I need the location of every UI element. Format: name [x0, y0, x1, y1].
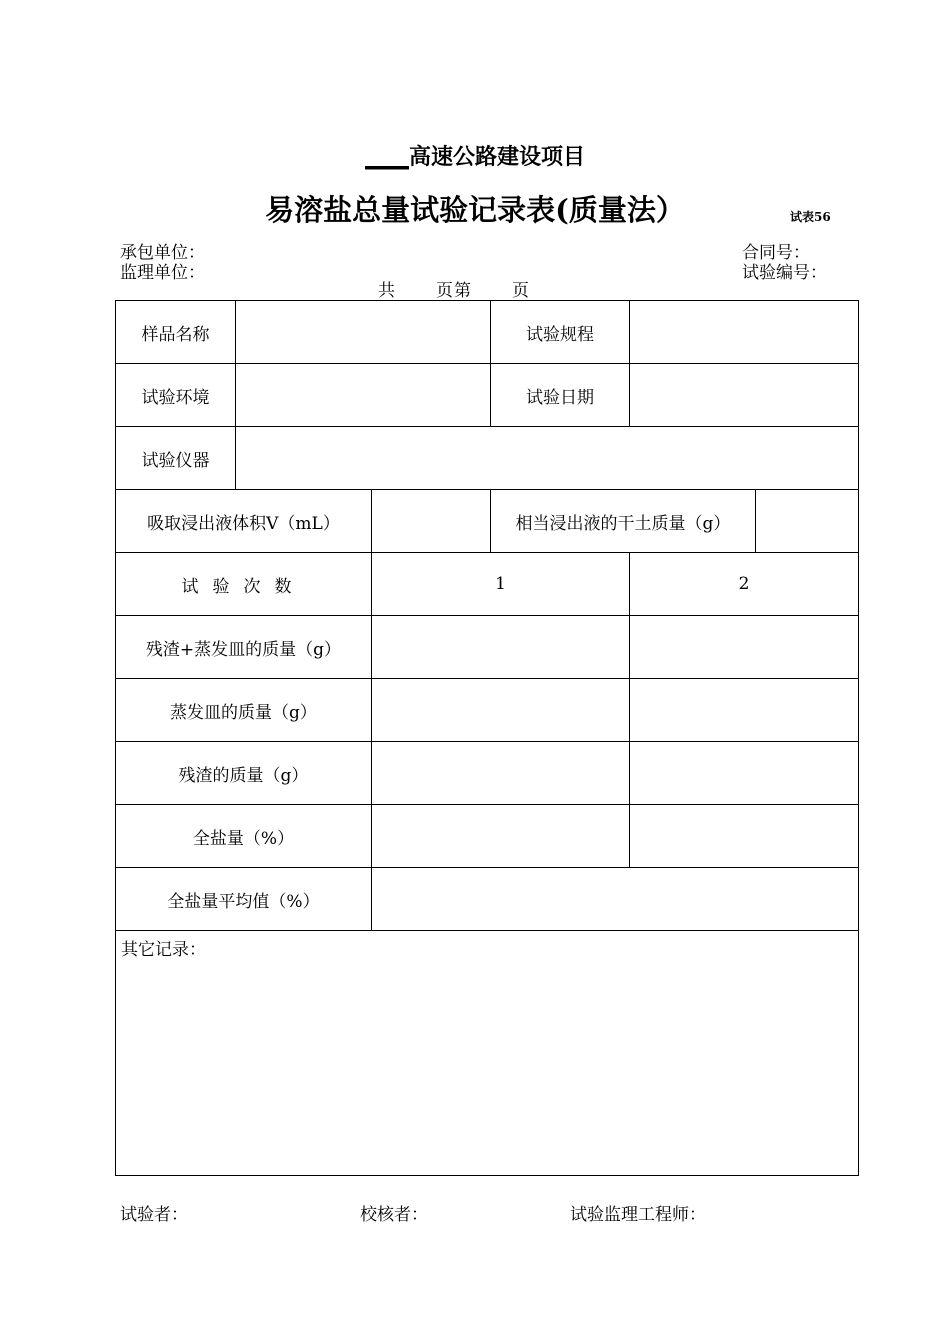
- other-records-area[interactable]: [116, 931, 859, 1176]
- total-salt-trial-2[interactable]: [630, 805, 859, 868]
- test-no-label: 试验编号：: [742, 263, 827, 283]
- total-salt-average-field[interactable]: [372, 868, 859, 931]
- test-instrument-field[interactable]: [236, 427, 859, 490]
- residue-dish-mass-trial-2[interactable]: [630, 616, 859, 679]
- residue-mass-trial-1[interactable]: [372, 742, 630, 805]
- supervisor-label: 监理单位：: [120, 263, 205, 283]
- test-record-table: [115, 300, 859, 1176]
- form-title: 易溶盐总量试验记录表(质量法）: [265, 193, 685, 227]
- sample-name-label: 样品名称: [116, 301, 236, 364]
- extract-volume-field[interactable]: [372, 490, 491, 553]
- table-row: [116, 490, 859, 553]
- dry-soil-mass-label: 相当浸出液的干土质量（g）: [491, 490, 756, 553]
- dish-mass-label: 蒸发皿的质量（g）: [116, 679, 372, 742]
- test-date-field[interactable]: [630, 364, 859, 427]
- table-row: [116, 742, 859, 805]
- project-title-text: 高速公路建设项目: [408, 144, 585, 170]
- tester-label: 试验者：: [120, 1205, 188, 1225]
- table-row: [116, 616, 859, 679]
- project-name-blank: ____: [364, 144, 409, 170]
- page-number-label: 页第: [436, 281, 472, 301]
- checker-label: 校核者：: [360, 1205, 428, 1225]
- table-row: [116, 679, 859, 742]
- test-procedure-label: 试验规程: [491, 301, 630, 364]
- page-counter: [378, 276, 530, 301]
- dry-soil-mass-field[interactable]: [756, 490, 859, 553]
- residue-dish-mass-label: 残渣+蒸发皿的质量（g）: [116, 616, 372, 679]
- form-code: 试表56: [790, 210, 831, 224]
- test-environment-field[interactable]: [236, 364, 491, 427]
- table-row: [116, 427, 859, 490]
- total-salt-label: 全盐量（%）: [116, 805, 372, 868]
- dish-mass-trial-2[interactable]: [630, 679, 859, 742]
- other-records-label: 其它记录：: [121, 940, 206, 960]
- extract-volume-label: 吸取浸出液体积V（mL）: [116, 490, 372, 553]
- total-salt-average-label: 全盐量平均值（%）: [116, 868, 372, 931]
- table-row: [116, 868, 859, 931]
- table-row: [116, 805, 859, 868]
- trial-2-header: 2: [630, 553, 859, 616]
- contractor-label: 承包单位：: [120, 243, 205, 263]
- project-title: [0, 140, 950, 171]
- test-count-label: 试验次数: [116, 553, 372, 616]
- test-date-label: 试验日期: [491, 364, 630, 427]
- total-salt-trial-1[interactable]: [372, 805, 630, 868]
- residue-mass-trial-2[interactable]: [630, 742, 859, 805]
- trial-1-header: 1: [372, 553, 630, 616]
- residue-dish-mass-trial-1[interactable]: [372, 616, 630, 679]
- table-row: [116, 301, 859, 364]
- table-row: [116, 364, 859, 427]
- page-end-label: 页: [512, 281, 530, 301]
- test-instrument-label: 试验仪器: [116, 427, 236, 490]
- residue-mass-label: 残渣的质量（g）: [116, 742, 372, 805]
- test-procedure-field[interactable]: [630, 301, 859, 364]
- sample-name-field[interactable]: [236, 301, 491, 364]
- table-row: [116, 931, 859, 1176]
- page-total-label: 共: [378, 281, 396, 301]
- contract-no-label: 合同号：: [742, 243, 810, 263]
- test-environment-label: 试验环境: [116, 364, 236, 427]
- supervising-engineer-label: 试验监理工程师：: [570, 1205, 706, 1225]
- dish-mass-trial-1[interactable]: [372, 679, 630, 742]
- table-row: [116, 553, 859, 616]
